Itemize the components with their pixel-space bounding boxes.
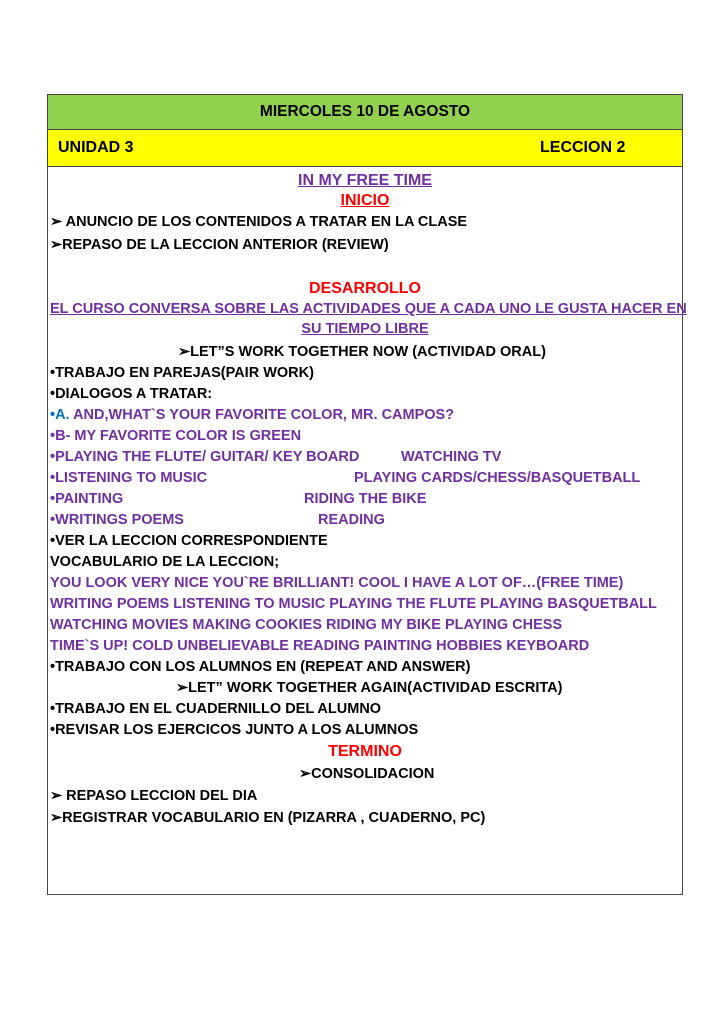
lesson-label: LECCION 2	[540, 139, 626, 156]
vocab-line: TIME`S UP! COLD UNBELIEVABLE READING PAINTING HOBBIES KEYBOARD	[50, 638, 590, 654]
date-header	[48, 95, 682, 130]
vocab-line: WATCHING MOVIES MAKING COOKIES RIDING MY BIKE PLAYING CHESS	[50, 617, 563, 633]
activity-right: RIDING THE BIKE	[304, 491, 427, 507]
unit-label: UNIDAD 3	[58, 139, 134, 156]
inicio-item: ➢REPASO DE LA LECCION ANTERIOR (REVIEW)	[50, 237, 389, 253]
inicio-item: ➢ ANUNCIO DE LOS CONTENIDOS A TRATAR EN LA CLASE	[50, 214, 468, 230]
inicio-heading: INICIO	[340, 192, 390, 209]
revisar: •REVISAR LOS EJERCICOS JUNTO A LOS ALUMNOS	[50, 722, 419, 738]
activity-left: •WRITINGS POEMS	[50, 512, 184, 528]
dialog-a-text: AND,WHAT`S YOUR FAVORITE COLOR, MR. CAMPOS?	[69, 407, 455, 423]
vocab-title: VOCABULARIO DE LA LECCION;	[50, 554, 280, 570]
dialog-a	[50, 407, 454, 423]
date-text: MIERCOLES 10 DE AGOSTO	[259, 103, 471, 120]
consolidacion: ➢CONSOLIDACION	[299, 766, 435, 782]
unit-lesson-row	[48, 130, 682, 167]
desarrollo-intro-cont: SU TIEMPO LIBRE	[301, 321, 429, 337]
topic-title: IN MY FREE TIME	[298, 172, 432, 189]
desarrollo-intro: EL CURSO CONVERSA SOBRE LAS ACTIVIDADES QUE A CADA UNO LE GUSTA HACER EN	[50, 301, 687, 317]
vocab-line: YOU LOOK VERY NICE YOU`RE BRILLIANT! COOL I HAVE A LOT OF…(FREE TIME)	[50, 575, 624, 591]
activity-right: PLAYING CARDS/CHESS/BASQUETBALL	[354, 470, 641, 486]
oral-activity: ➢LET”S WORK TOGETHER NOW (ACTIVIDAD ORAL)	[178, 344, 546, 360]
lesson-content	[48, 167, 687, 894]
written-activity: ➢LET” WORK TOGETHER AGAIN(ACTIVIDAD ESCRITA)	[176, 680, 563, 696]
dialogs-title: •DIALOGOS A TRATAR:	[50, 386, 213, 402]
activity-left: •PLAYING THE FLUTE/ GUITAR/ KEY BOARD	[50, 449, 360, 465]
dialog-a-bullet: •A.	[50, 407, 70, 423]
termino-item: ➢ REPASO LECCION DEL DIA	[50, 788, 258, 804]
termino-heading: TERMINO	[328, 743, 402, 760]
lesson-plan-table	[47, 94, 687, 895]
vocab-line: WRITING POEMS LISTENING TO MUSIC PLAYING THE FLUTE PLAYING BASQUETBALL	[50, 596, 657, 612]
desarrollo-heading: DESARROLLO	[309, 280, 421, 297]
dialog-b: •B- MY FAVORITE COLOR IS GREEN	[50, 428, 302, 444]
ver-leccion: •VER LA LECCION CORRESPONDIENTE	[50, 533, 328, 549]
activity-left: •PAINTING	[50, 491, 124, 507]
activity-right: READING	[318, 512, 385, 528]
pair-work: •TRABAJO EN PAREJAS(PAIR WORK)	[50, 365, 314, 381]
repeat-answer: •TRABAJO CON LOS ALUMNOS EN (REPEAT AND ANSWER)	[50, 659, 471, 675]
activity-left: •LISTENING TO MUSIC	[50, 470, 208, 486]
activity-right: WATCHING TV	[401, 449, 502, 465]
termino-item: ➢REGISTRAR VOCABULARIO EN (PIZARRA , CUADERNO, PC)	[50, 810, 486, 826]
cuadernillo: •TRABAJO EN EL CUADERNILLO DEL ALUMNO	[50, 701, 382, 717]
